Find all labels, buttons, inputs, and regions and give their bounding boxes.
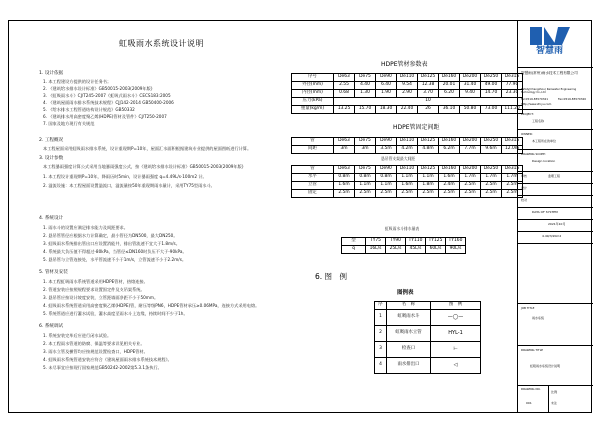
drawing-title-label: DRAWING TITLE	[521, 348, 544, 352]
table-cell: 22.40	[397, 106, 418, 114]
table-row	[375, 342, 481, 358]
table-cell: 固定	[292, 190, 334, 198]
section3-heading: 3. 设计参数	[39, 156, 64, 161]
table1-caption: HDPE管材参数表	[381, 61, 428, 68]
table-cell: 90L/s	[446, 246, 466, 254]
table-cell: 4.40	[355, 82, 376, 90]
table-cell: 名 称	[387, 302, 431, 310]
table-cell: 23.30	[502, 90, 523, 98]
review-label: 审核	[521, 174, 528, 178]
table-cell: 1.6m	[439, 174, 460, 182]
company-en: Safety(Changzhou) Rainwater Engineering Technology Co.,Ltd	[521, 88, 577, 95]
table-cell: 1.1m	[376, 182, 397, 190]
table-cell: 10	[334, 98, 523, 106]
section5-item: 5. 系统管道应进行灌水试验，灌水高度至雨水斗上边缘，持续时间不少于1h。	[43, 311, 188, 316]
section4-item: 2. 悬吊管管径应根据水力计算确定，最小管径为DN500，最大DN250。	[43, 233, 178, 238]
table-cell: 序号	[292, 74, 334, 82]
drawing-sheet	[8, 20, 592, 413]
table-cell: De200	[460, 138, 481, 146]
company-web: http://www.zhiyu.com	[521, 102, 552, 106]
table-cell: 2.5m	[502, 182, 523, 190]
table-cell: 水平	[292, 174, 334, 182]
table-cell: TY90	[386, 238, 406, 246]
table-cell: 1.1m	[355, 182, 376, 190]
table-row	[292, 98, 523, 106]
job-title-label: JOB TITLE	[521, 306, 535, 310]
table-cell: 2	[375, 326, 387, 342]
section6-item: 4. 虹吸雨水系统管道安装应符合《建筑屋面雨水排水系统技术规程》。	[43, 357, 172, 362]
table-cell: De90	[376, 166, 397, 174]
hdpe-spacing-table	[291, 137, 523, 154]
table-cell: 型	[342, 238, 366, 246]
table-header-row	[292, 138, 523, 146]
table3-caption: 悬吊管支架最大间距	[381, 156, 416, 161]
section1-item: 4. 《建筑屋面雨水排水系统技术规程》CJJ142-2014 GB50400-2006	[43, 100, 174, 105]
table-row	[375, 310, 481, 326]
company-fax: Fax:0519-85570320	[558, 97, 587, 101]
table-header-row	[375, 302, 481, 310]
section6-item: 5. 未尽事宜应按现行国家规范GB50242-2002第5.3.1条执行。	[43, 365, 162, 370]
table-cell: 49.00	[481, 82, 502, 90]
table-cell: 1.7m	[502, 174, 523, 182]
table-cell: De125	[418, 138, 439, 146]
table-cell: 1.90	[376, 90, 397, 98]
table-cell: 6.2m	[439, 146, 460, 154]
table-cell: 13.25	[334, 106, 355, 114]
table-cell: 31.40	[460, 82, 481, 90]
riser-symbol: HYL-1	[431, 326, 481, 342]
hanger-spacing-table	[291, 165, 523, 198]
table-cell: 2.5m	[334, 190, 355, 198]
table-cell: 重量(kg/m)	[292, 106, 334, 114]
table-cell: 管	[292, 138, 334, 146]
section4-item: 4. 系统最大负压值不得超过-80kPa，当管径≤DN160时负压不大于-90kPa。	[43, 249, 187, 254]
table-cell: 1.6m	[334, 182, 355, 190]
table-cell: 2.5m	[376, 190, 397, 198]
table-cell: 1.7m	[460, 174, 481, 182]
table-cell: TY160	[446, 238, 466, 246]
section1-item: 6. 《建筑排水用高密度聚乙烯(HDPE)管材及管件》CJ/T250-2007	[43, 114, 167, 119]
table-cell: 虹吸雨水斗	[387, 310, 431, 326]
table-cell: De160	[439, 74, 460, 82]
table-cell: 2.5m	[460, 182, 481, 190]
table-cell: 25L/s	[386, 246, 406, 254]
table-cell: 2.5m	[502, 190, 523, 198]
table-cell: 2.4m	[439, 182, 460, 190]
table-cell: De315	[502, 138, 523, 146]
table-row	[292, 190, 523, 198]
table-cell: 外径(mm)	[292, 82, 334, 90]
table-cell: 1	[375, 310, 387, 326]
table-cell: 3.70	[418, 90, 439, 98]
section1-item: 2. 《建筑给水排水设计标准》GB50015-2003(2009年版)	[43, 86, 153, 91]
owner-value: 本工程所在的单位	[532, 139, 557, 143]
table-cell: De63	[334, 74, 355, 82]
drain-capacity-table	[341, 237, 466, 254]
table-cell: 7.7m	[460, 146, 481, 154]
section5-item: 1. 本工程虹吸雨水系统管道采用HDPE管材，热熔连接。	[43, 279, 148, 284]
table-cell: 序	[375, 302, 387, 310]
section2-intro: 本工程屋面采用虹吸雨水排水系统，设计重现期P=10年，屋面汇水面积根据建筑专业提供的屋面图纸进行计算。	[43, 146, 252, 151]
table-cell: De110	[397, 166, 418, 174]
section1-item: 5. 《给水排水工程管道结构设计规范》GB50332	[43, 107, 135, 112]
table-cell: 内径(mm)	[292, 90, 334, 98]
table-cell: 12.0m	[502, 146, 523, 154]
scale-value: 未注	[551, 401, 558, 405]
section6-item: 3. 雨水立管及横管均应按规范设置检查口，HDPE管材。	[43, 349, 148, 354]
project-label: PROJECT:	[521, 112, 534, 116]
table-cell: De250	[481, 74, 502, 82]
table-cell: 1.8m	[418, 182, 439, 190]
table-cell: 3m	[355, 146, 376, 154]
legend-table	[374, 301, 481, 374]
table-cell: 6.40	[376, 82, 397, 90]
review-name: 监理工程	[548, 174, 561, 178]
table-cell: De63	[334, 138, 355, 146]
table-cell: 虹吸雨水立管	[387, 326, 431, 342]
section1-item: 7. 国家及地方现行有关规范	[43, 121, 95, 126]
job-title-value: 雨水系统	[532, 316, 545, 320]
table-cell: 2.5m	[355, 190, 376, 198]
section6-item: 2. 本工程雨水管道的防腐、保温等要求详见相关专业。	[43, 341, 145, 346]
table-header-row	[292, 74, 523, 82]
table-cell: 间距	[292, 146, 334, 154]
section5-item: 3. 悬吊管应按设计坡度安装，立管距墙面净距不小于50mm。	[43, 295, 159, 300]
table-cell: 管	[292, 166, 334, 174]
table-cell: De160	[439, 166, 460, 174]
table-cell: 18.30	[376, 106, 397, 114]
section1-heading: 1. 设计依据	[39, 71, 64, 76]
table-cell: 12.38	[418, 82, 439, 90]
table-cell: 1.7m	[481, 174, 502, 182]
table-row	[292, 90, 523, 98]
table-cell: TY110	[406, 238, 426, 246]
table-cell: q	[342, 246, 366, 254]
table-cell: 9.40	[460, 90, 481, 98]
logo-text: 智慧雨	[536, 46, 564, 56]
owner-label: OWNER:	[521, 132, 533, 136]
company-tel: Tel:0519-85570321	[521, 97, 549, 101]
drawing-scope-label: DRAWING SCOPE:	[521, 152, 546, 156]
table-cell: 图 例	[431, 302, 481, 310]
table4-caption: 虹吸雨水斗排水量表	[385, 226, 420, 231]
project-value: 工程名称	[532, 119, 545, 123]
table-cell: 16L/s	[366, 246, 386, 254]
table-cell: 2.5m	[481, 182, 502, 190]
table-cell: 2.5m	[460, 190, 481, 198]
table-cell: 2.5m	[397, 190, 418, 198]
section4-item: 5. 悬吊管与立管连接处，水平管流速不小于1m/s，立管流速不小于2.2m/s。	[43, 257, 187, 262]
table-cell: De75	[355, 74, 376, 82]
date-value: 2021年10月	[548, 222, 566, 226]
table-cell: 3	[375, 342, 387, 358]
table-cell: TY125	[426, 238, 446, 246]
table-cell: 4.8m	[418, 146, 439, 154]
table-cell: TY75	[366, 238, 386, 246]
table-cell: 2.5m	[481, 190, 502, 198]
drawing-title: 虹吸雨水系统设计说明	[119, 39, 204, 48]
table-cell: De315	[502, 166, 523, 174]
drawing-scope-value: Design location	[532, 159, 556, 163]
date-code: 4.49/3/20m2	[542, 234, 562, 238]
scale-label: 比例	[551, 390, 558, 394]
section3-param-2: 2. 溢流设施：本工程屋面设置溢流口，溢流量按50年重现期雨水量计，采用TY75型雨水斗。	[43, 183, 215, 188]
section5-item: 4. 虹吸雨水系统管道采用高密度聚乙烯(HDPE)管，耐压等级PN6，HDPE管材承压≥0.06MPa，连接方式采用电熔。	[43, 303, 260, 308]
table-row	[292, 174, 523, 182]
table-header-row	[342, 238, 466, 246]
table-cell: 检查口	[387, 342, 431, 358]
table-cell: 2.55	[334, 82, 355, 90]
section3-rain-note: 本工程暴雨强度计算公式采用当地暴雨强度公式，按《建筑给水排水设计标准》GB50015-2003(2009年版)	[43, 164, 244, 169]
table-cell: 0.8m	[376, 174, 397, 182]
roof-drain-symbol: —◯—	[431, 310, 481, 326]
title-block	[517, 21, 593, 412]
table-cell: 2.90	[397, 90, 418, 98]
table-cell: 45L/s	[406, 246, 426, 254]
table-cell: 36.10	[439, 106, 460, 114]
section5-heading: 5. 管材及安装	[39, 270, 68, 275]
outlet-symbol: ◁	[431, 358, 481, 374]
table-cell: 15.70	[355, 106, 376, 114]
table-cell: 9.54	[397, 82, 418, 90]
section4-item: 3. 虹吸雨水系统排出管出口应设置消能井，排出管流速不宜大于1.8m/s。	[43, 241, 180, 246]
section1-item: 3. 《虹吸雨水斗》CJ/T245-2007《虹吸式雨水斗》CECS183:2005	[43, 93, 171, 98]
section2-heading: 2. 工程概况	[39, 138, 64, 143]
table-cell: 14.70	[481, 90, 502, 98]
table-cell: De250	[481, 166, 502, 174]
table-cell: De110	[397, 138, 418, 146]
table-cell: 0.8m	[334, 174, 355, 182]
table-cell: De200	[460, 166, 481, 174]
table-row	[375, 326, 481, 342]
date-system-label: DATA OF SYSTEM	[532, 210, 558, 214]
table-cell: 77.90	[502, 82, 523, 90]
table-cell: 雨水排出口	[387, 358, 431, 374]
table-cell: 4	[375, 358, 387, 374]
table-row	[292, 182, 523, 190]
table-cell: 6.20	[439, 90, 460, 98]
design-label: 设计	[521, 186, 528, 190]
table-cell: 4.2m	[397, 146, 418, 154]
table-cell: De160	[439, 138, 460, 146]
legend-section-title: 6. 图 例	[315, 272, 348, 281]
table-cell: 9.6m	[481, 146, 502, 154]
table-cell: De63	[334, 166, 355, 174]
drawing-no-value: 001	[526, 401, 532, 405]
table-cell: 50.80	[460, 106, 481, 114]
table-cell: 0.68	[334, 90, 355, 98]
table-cell: 压力(kPa)	[292, 98, 334, 106]
table-cell: 2.5m	[439, 190, 460, 198]
table-row	[292, 82, 523, 90]
section4-item: 1. 雨水斗的设置应满足排水能力及间距要求。	[43, 225, 128, 230]
drawing-title-value: 虹吸雨水系统设计说明	[530, 364, 561, 368]
table-cell: 73.00	[481, 106, 502, 114]
logo	[522, 25, 590, 61]
table-cell: 26	[418, 106, 439, 114]
section6-item: 1. 系统安装完毕后应进行闭水试验。	[43, 333, 112, 338]
table-cell: 0.8m	[355, 174, 376, 182]
table-cell: 60L/s	[426, 246, 446, 254]
table-cell: 1.1m	[418, 174, 439, 182]
legend-title: 图例表	[397, 290, 414, 296]
table-cell: De200	[460, 74, 481, 82]
company-name: 智慧雨(常州)雨水技术工程有限公司	[521, 71, 578, 75]
table-row	[342, 246, 466, 254]
table-cell: De90	[376, 138, 397, 146]
cleanout-symbol: ⊢	[431, 342, 481, 358]
table-cell: 111.20	[502, 106, 523, 114]
table-header-row	[292, 166, 523, 174]
section1-item: 1. 本工程建设方提供的设计任务书；	[43, 79, 112, 84]
table-cell: 2.5m	[418, 190, 439, 198]
table-cell: 3.5m	[376, 146, 397, 154]
table-cell: De110	[397, 74, 418, 82]
table-cell: De75	[355, 138, 376, 146]
table-cell: 立管	[292, 182, 334, 190]
table-cell: 1.1m	[397, 174, 418, 182]
table2-caption: HDPE管固定间距	[393, 124, 440, 131]
table-row	[292, 106, 523, 114]
section6-heading: 6. 系统调试	[39, 324, 64, 329]
table-cell: De125	[418, 166, 439, 174]
hdpe-params-table	[291, 73, 523, 114]
table-row	[292, 146, 523, 154]
table-cell: De90	[376, 74, 397, 82]
section5-item: 2. 管道安装应按照规程要求设置固定件及支吊架系统。	[43, 287, 145, 292]
section4-heading: 4. 系统设计	[39, 216, 64, 221]
table-cell: 1.30	[355, 90, 376, 98]
table-cell: De315	[502, 74, 523, 82]
check-label: 校对	[521, 198, 528, 202]
drawing-no-label: DRAWING NO.	[521, 387, 541, 391]
table-cell: De250	[481, 138, 502, 146]
table-cell: De125	[418, 74, 439, 82]
table-cell: De75	[355, 166, 376, 174]
section3-param-1: 1. 本工程设计重现期P=10年，降雨历时5min，设计暴雨强度 q=4.49L/s·100m2 计。	[43, 174, 207, 179]
table-row	[375, 358, 481, 374]
table-cell: 20.01	[439, 82, 460, 90]
table-cell: 3m	[334, 146, 355, 154]
table-cell: 1.6m	[397, 182, 418, 190]
